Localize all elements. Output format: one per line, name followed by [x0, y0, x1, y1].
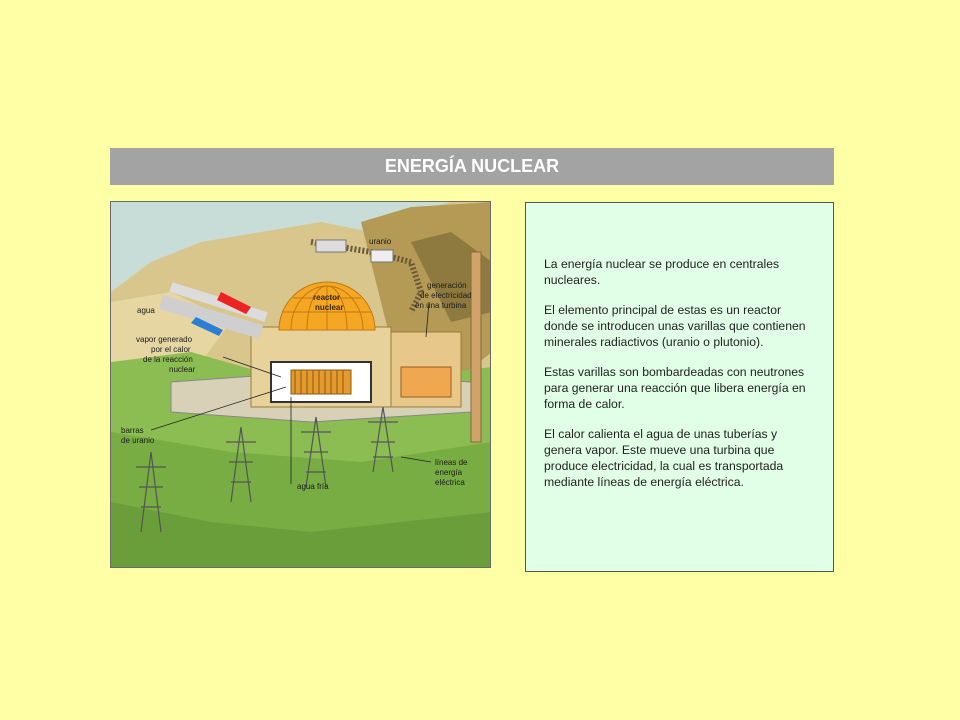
- label-vapor-2: por el calor: [151, 345, 191, 354]
- text-panel: [525, 202, 834, 572]
- label-lineas-1: líneas de: [435, 458, 468, 467]
- label-vapor-3: de la reacción: [143, 355, 193, 364]
- paragraph-1: La energía nuclear se produce en centrales nucleares.: [544, 257, 780, 287]
- paragraph-2: El elemento principal de estas es un reactor donde se introducen unas varillas que contienen minerales radiactivos (uranio o plutonio).: [544, 303, 806, 349]
- label-lineas-3: eléctrica: [435, 478, 465, 487]
- nuclear-plant-illustration: [110, 201, 491, 568]
- label-barras-2: de uranio: [121, 436, 155, 445]
- label-agua-fria: agua fría: [297, 482, 329, 491]
- label-reactor-1: reactor: [313, 293, 341, 302]
- label-vapor-1: vapor generado: [136, 335, 193, 344]
- label-generacion-3: en una turbina: [415, 301, 467, 310]
- nuclear-plant-diagram: [111, 202, 491, 568]
- uranium-rods: [291, 370, 351, 394]
- label-barras-1: barras: [121, 426, 144, 435]
- label-uranio: uranio: [369, 237, 392, 246]
- title-bar: [110, 148, 834, 185]
- label-generacion-2: de electricidad: [420, 291, 472, 300]
- label-vapor-4: nuclear: [169, 365, 196, 374]
- label-agua: agua: [137, 306, 155, 315]
- paragraph-3: Estas varillas son bombardeadas con neutrones para generar una reacción que libera energía en forma de calor.: [544, 365, 806, 411]
- uranium-truck: [316, 240, 346, 252]
- label-reactor-2: nuclear: [315, 303, 344, 312]
- paragraph-4: El calor calienta el agua de unas tuberías y genera vapor. Este mueve una turbina que produce electricidad, la cual es transportada mediante líneas de energía eléctrica.: [544, 427, 784, 489]
- page-title: ENERGÍA NUCLEAR: [384, 156, 560, 176]
- label-generacion-1: generación: [427, 281, 467, 290]
- chimney: [471, 252, 481, 442]
- label-lineas-2: energía: [435, 468, 463, 477]
